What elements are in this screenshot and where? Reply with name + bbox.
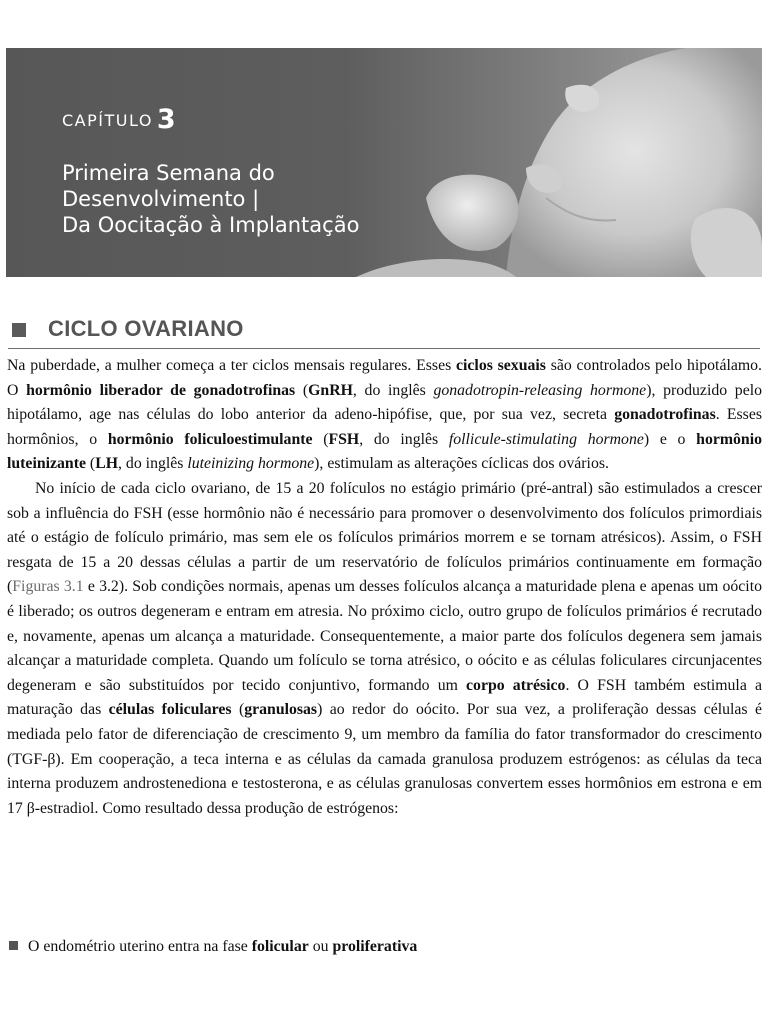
bold-term: LH xyxy=(95,455,119,473)
text-run: ) ao redor do oócito. Por sua vez, a proliferação dessas células é mediada pelo fator de diferenciação de crescimento 9, um membro da família do fator transformador do crescimento (TGF-β). Em cooperação, a teca interna e as células da camada granulosa produzem estrógenos: as células da teca interna produzem androstenediona e testosterona, e as células granulosas convertem esses hormônios em estrona e em 17 β-estradiol. Como resultado dessa produção de estrógenos: xyxy=(7,701,762,817)
section-heading xyxy=(8,316,760,349)
chapter-title-line: Da Oocitação à Implantação xyxy=(62,213,360,237)
text-run: são controlados pelo hipotálamo. O xyxy=(7,357,762,399)
bold-term: hormônio luteinizante xyxy=(7,430,762,473)
bold-term: gonadotrofinas xyxy=(614,406,716,424)
text-run: ) e o xyxy=(643,430,697,448)
text-run: e 3.2). Sob condições normais, apenas um desses folículos alcança a maturidade plena e apenas um oócito é liberado; os outros degeneram e entram em atresia. No próximo ciclo, outro grupo de folículos primários é recrutado e, novamente, apenas um alcança a maturidade. Consequentemente, a maior parte dos folículos degenera sem jamais alcançar a maturidade completa. Quando um folículo se torna atrésico, o oócito e as células foliculares circunjacentes degeneram e são substituídos por tecido conjuntivo, formando um xyxy=(7,578,762,694)
chapter-label-text: CAPÍTULO xyxy=(62,111,153,130)
text-run: ou xyxy=(308,938,333,955)
bold-term: hormônio foliculoestimulante xyxy=(107,430,313,448)
bold-term: folicular xyxy=(251,938,309,955)
figure-reference-link[interactable]: Figuras 3.1 xyxy=(12,578,84,596)
bold-term: proliferativa xyxy=(332,938,418,955)
bold-term: ciclos sexuais xyxy=(456,357,546,374)
text-run: Na puberdade, a mulher começa a ter ciclos mensais regulares. Esses xyxy=(7,357,457,374)
bold-term: corpo atrésico xyxy=(466,676,566,694)
text-run: ), produzido pelo hipotálamo, age nas células do lobo anterior da adeno-hipófise, que, por sua vez, secreta xyxy=(7,381,763,424)
square-bullet-icon xyxy=(9,941,18,950)
text-run: ( xyxy=(85,455,96,473)
text-run: . Esses hormônios, o xyxy=(7,406,762,448)
text-run: . O FSH também estimula a maturação das xyxy=(7,676,762,719)
bold-term: hormônio liberador de gonadotrofinas xyxy=(26,381,296,399)
text-run: ( xyxy=(295,381,309,399)
bold-term: GnRH xyxy=(308,381,353,399)
chapter-title xyxy=(62,160,442,238)
text-run: ( xyxy=(231,701,245,719)
italic-term: gonadotropin-releasing hormone xyxy=(433,381,647,399)
square-bullet-icon xyxy=(12,323,26,337)
chapter-label xyxy=(62,104,176,135)
body-text xyxy=(7,354,762,821)
bold-term: FSH xyxy=(328,430,360,448)
text-run: O endométrio uterino entra na fase xyxy=(28,938,252,955)
chapter-banner xyxy=(6,48,762,277)
paragraph xyxy=(7,354,762,477)
text-run: ), estimulam as alterações cíclicas dos ovários. xyxy=(314,455,609,473)
chapter-number: 3 xyxy=(156,104,176,135)
text-run: , do inglês xyxy=(352,381,434,399)
text-run: , do inglês xyxy=(359,430,449,448)
bold-term: granulosas xyxy=(244,701,318,719)
bold-term: células foliculares xyxy=(108,701,232,719)
italic-term: follicule-stimulating hormone xyxy=(448,430,644,448)
text-run: No início de cada ciclo ovariano, de 15 a 20 folículos no estágio primário (pré-antral) são estimulados a crescer sob a influência do FSH (esse hormônio não é necessário para promover o desenvolvimento dos folículos primordiais até o estágio de folículo primário, mas sem ele os folículos primários morrem e se tornam atrésicos). Assim, o FSH resgata de 15 a 20 dessas células a partir de um reservatório de folículos primários continuamente em formação ( xyxy=(7,479,762,596)
list-item xyxy=(7,935,707,959)
italic-term: luteinizing hormone xyxy=(187,455,315,473)
chapter-title-line: Desenvolvimento | xyxy=(62,187,260,211)
text-run: , do inglês xyxy=(118,455,188,473)
chapter-title-line: Primeira Semana do xyxy=(62,161,275,185)
section-title: CICLO OVARIANO xyxy=(48,316,244,341)
text-run: ( xyxy=(312,430,329,448)
paragraph xyxy=(7,477,762,821)
